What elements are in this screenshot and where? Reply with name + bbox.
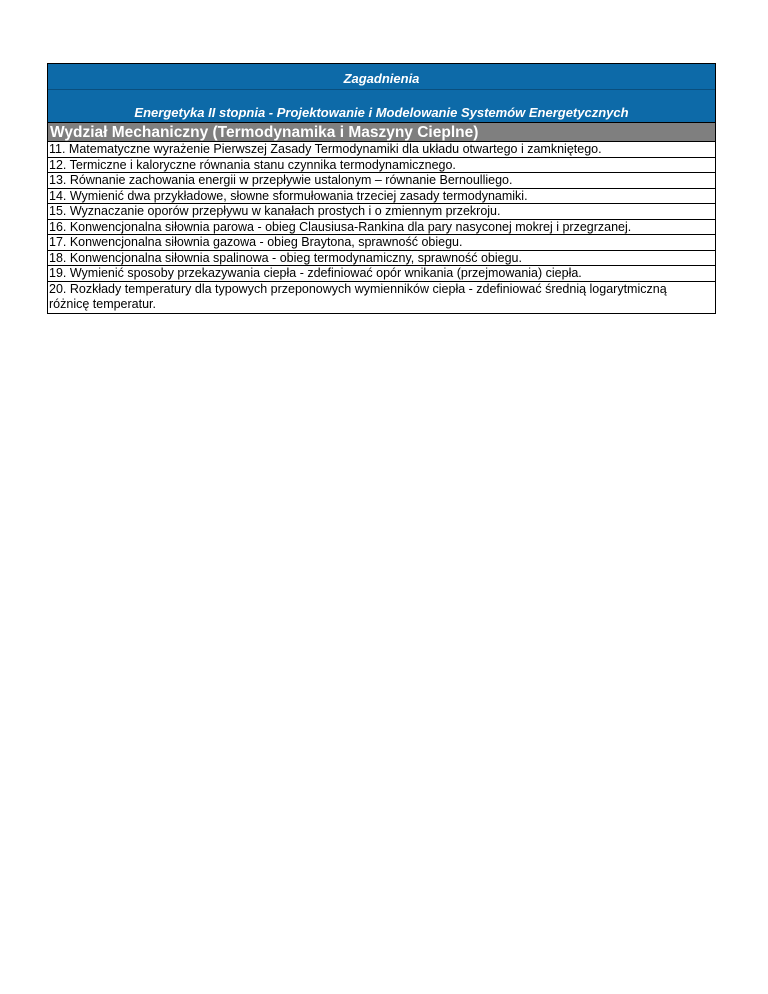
department-header: Wydział Mechaniczny (Termodynamika i Maszyny Cieplne) (48, 122, 715, 141)
question-row: 12. Termiczne i kaloryczne równania stanu czynnika termodynamicznego. (48, 157, 715, 173)
question-row: 14. Wymienić dwa przykładowe, słowne sformułowania trzeciej zasady termodynamiki. (48, 188, 715, 204)
questions-table (47, 63, 716, 314)
question-row: 17. Konwencjonalna siłownia gazowa - obieg Braytona, sprawność obiegu. (48, 234, 715, 250)
table-subtitle: Energetyka II stopnia - Projektowanie i Modelowanie Systemów Energetycznych (48, 90, 715, 122)
question-row: 20. Rozkłady temperatury dla typowych przeponowych wymienników ciepła - zdefiniować średnią logarytmiczną różnicę temperatur. (48, 281, 715, 313)
question-row: 11. Matematyczne wyrażenie Pierwszej Zasady Termodynamiki dla układu otwartego i zamkniętego. (48, 141, 715, 157)
table-title: Zagadnienia (48, 64, 715, 90)
question-row: 18. Konwencjonalna siłownia spalinowa - obieg termodynamiczny, sprawność obiegu. (48, 250, 715, 266)
question-row: 19. Wymienić sposoby przekazywania ciepła - zdefiniować opór wnikania (przejmowania) ciepła. (48, 265, 715, 281)
question-row: 15. Wyznaczanie oporów przepływu w kanałach prostych i o zmiennym przekroju. (48, 203, 715, 219)
question-row: 16. Konwencjonalna siłownia parowa - obieg Clausiusa-Rankina dla pary nasyconej mokrej i przegrzanej. (48, 219, 715, 235)
question-row: 13. Równanie zachowania energii w przepływie ustalonym – równanie Bernoulliego. (48, 172, 715, 188)
